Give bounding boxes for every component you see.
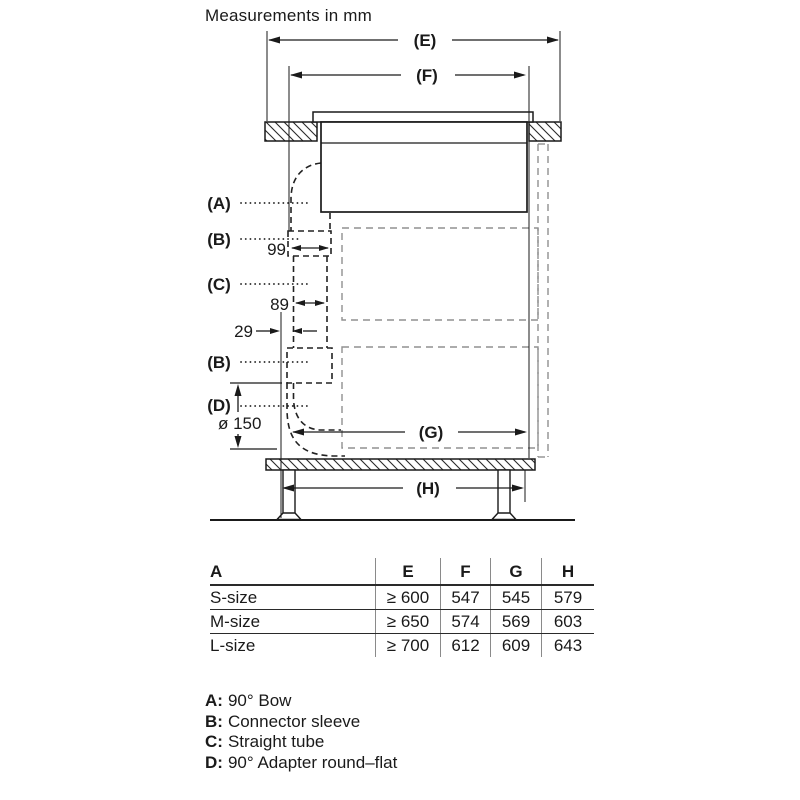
sleeve-upper-outline [288, 231, 331, 256]
hob-body [321, 122, 527, 212]
cell-g: 545 [490, 586, 541, 609]
component-labels [207, 194, 231, 415]
base-shelf [266, 459, 535, 470]
dim-label-g: (G) [418, 423, 444, 442]
extension-lines [267, 31, 560, 518]
dim-label-f: (F) [416, 66, 438, 85]
dimension-f [290, 66, 526, 85]
legend-item-a [205, 691, 397, 712]
legend-key: C: [205, 732, 223, 751]
cell-e: ≥ 650 [375, 610, 440, 633]
sleeve-lower-outline [287, 348, 332, 383]
legend-key: B: [205, 711, 223, 731]
hob [313, 112, 533, 212]
legend-item-c [205, 732, 397, 753]
row-label: M-size [210, 612, 261, 631]
leg-left [283, 470, 295, 514]
legend-text: Connector sleeve [227, 711, 361, 731]
table-row-m-size [210, 610, 594, 634]
cell-h: 579 [541, 586, 594, 609]
measure-99-label: 99 [267, 240, 286, 259]
col-header-h: H [541, 558, 594, 584]
row-label: L-size [210, 636, 256, 655]
cell-f: 612 [440, 634, 490, 657]
legend-item-d [205, 753, 397, 774]
dimension-g [292, 423, 527, 442]
component-legend [205, 691, 397, 773]
dimension-e [268, 31, 559, 50]
measure-29 [234, 322, 317, 341]
cell-f: 547 [440, 586, 490, 609]
legend-key: D: [205, 752, 223, 772]
plinth-legs [277, 470, 516, 520]
legend-key: A: [205, 691, 223, 710]
row-label: S-size [210, 588, 258, 607]
page-title: Measurements in mm [205, 6, 373, 25]
leg-right [498, 470, 510, 514]
measure-diameter-150 [218, 383, 282, 449]
hob-glass-plate [313, 112, 533, 122]
legend-text: Straight tube [227, 732, 325, 751]
dim-label-e: (E) [413, 31, 437, 50]
measure-89-label: 89 [270, 295, 289, 314]
cell-e: ≥ 700 [375, 634, 440, 657]
foot-right [492, 513, 516, 520]
cell-e: ≥ 600 [375, 586, 440, 609]
label-tube: (C) [207, 275, 231, 294]
label-bow: (A) [207, 194, 231, 213]
measure-89 [270, 295, 325, 314]
col-header-a: A [210, 561, 223, 581]
bow-outline [291, 163, 321, 231]
col-header-e: E [375, 558, 440, 584]
cell-h: 643 [541, 634, 594, 657]
col-header-g: G [490, 558, 541, 584]
dimension-h [282, 479, 524, 498]
col-header-f: F [440, 558, 490, 584]
cell-g: 569 [490, 610, 541, 633]
size-table [210, 558, 594, 657]
label-sleeve-upper: (B) [207, 230, 231, 249]
size-table-header-row [210, 558, 594, 586]
cell-g: 609 [490, 634, 541, 657]
cell-f: 574 [440, 610, 490, 633]
adapter-outer [287, 383, 345, 456]
measure-diameter-label: ø 150 [218, 414, 262, 433]
cell-h: 603 [541, 610, 594, 633]
adapter-inner [294, 383, 342, 430]
legend-item-b [205, 712, 397, 733]
legend-text: 90° Adapter round–flat [227, 752, 398, 772]
label-adapter: (D) [207, 396, 231, 415]
table-row-l-size [210, 634, 594, 657]
dim-label-h: (H) [416, 479, 440, 498]
table-row-s-size [210, 586, 594, 610]
measure-29-label: 29 [234, 322, 253, 341]
legend-text: 90° Bow [227, 691, 292, 710]
label-sleeve-lower: (B) [207, 353, 231, 372]
